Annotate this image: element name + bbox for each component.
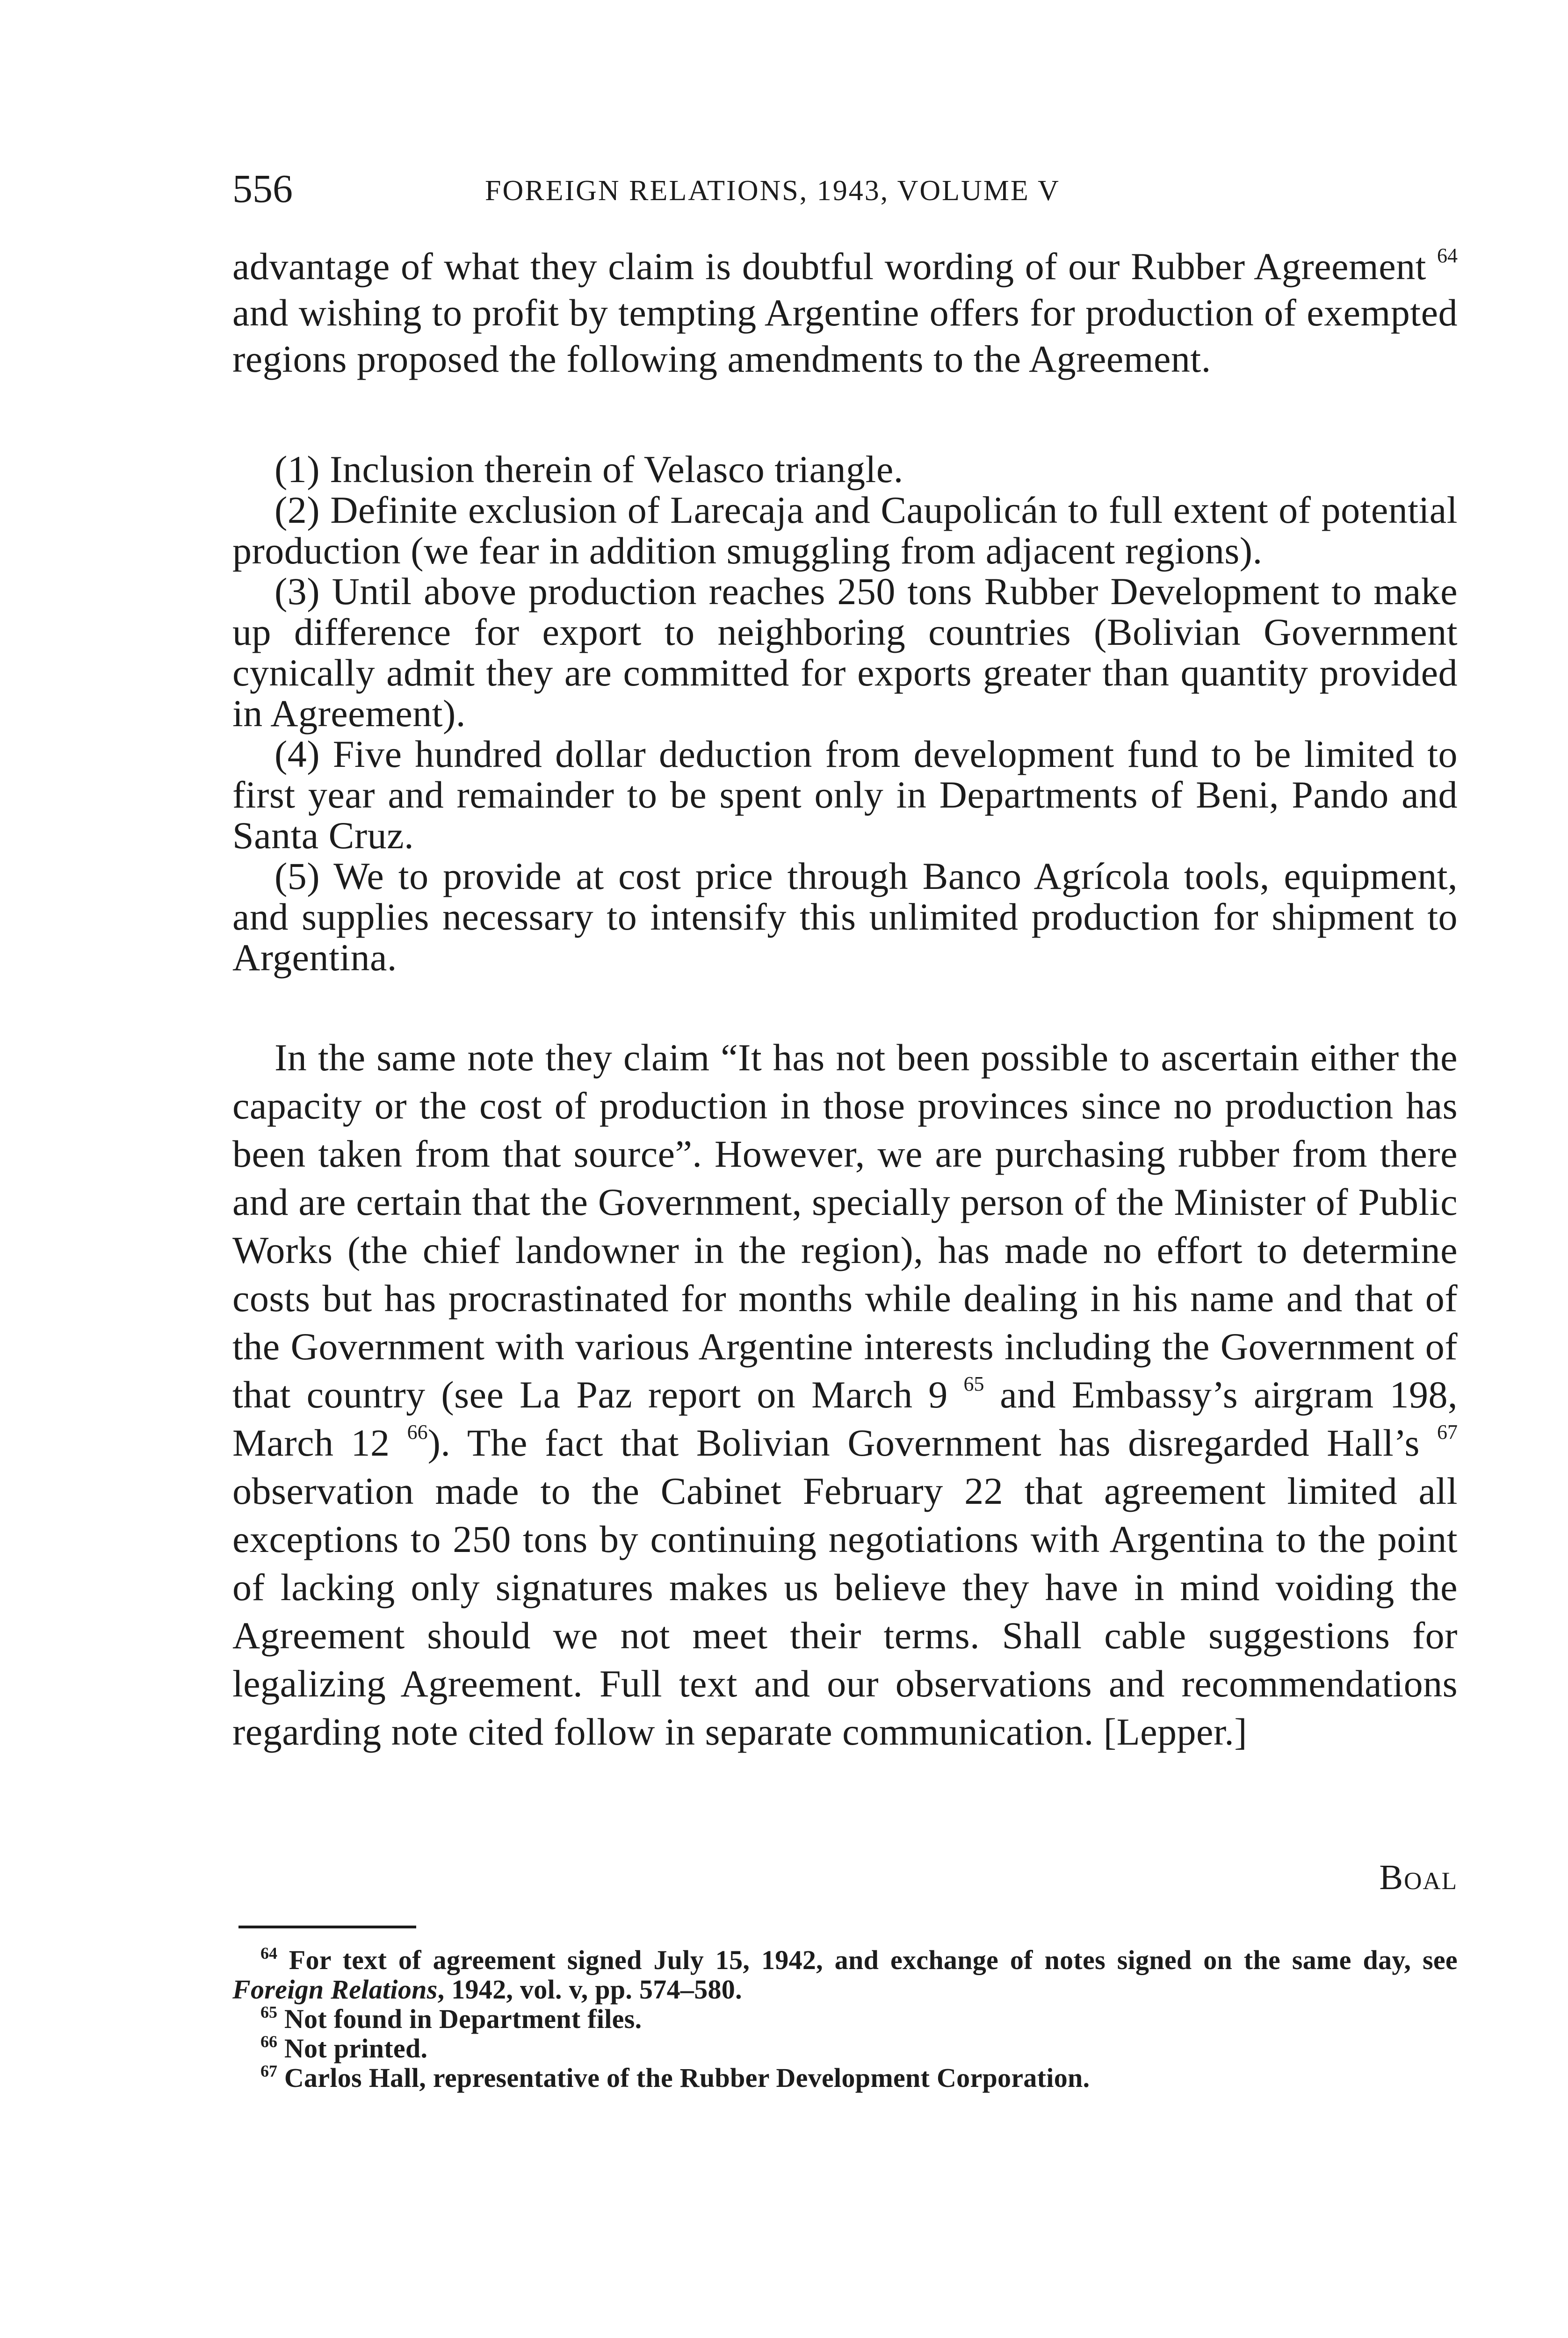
intro-paragraph — [232, 243, 1458, 382]
footnotes — [232, 1945, 1458, 2093]
footnote-ref-65: 65 — [963, 1372, 984, 1395]
amendment-item: (1) Inclusion therein of Velasco triangle. — [275, 448, 903, 491]
footnote-66: $^{66}$ Not printed. — [260, 2032, 428, 2064]
signature: Boal — [1379, 1858, 1458, 1897]
footnote-title: Foreign Relations — [232, 1974, 438, 2005]
amendment-item: (4) Five hundred dollar deduction from development fund to be limited to first year and remainder to be spent only in Departments of Beni, Pando and Santa Cruz. — [232, 733, 1458, 857]
amendments-list — [232, 449, 1458, 978]
footnote-ref-66: 66 — [407, 1421, 428, 1443]
footnote-ref-67: 67 — [1437, 1421, 1458, 1443]
running-title: FOREIGN RELATIONS, 1943, VOLUME V — [485, 175, 1060, 207]
footnote-ref-64: 64 — [1437, 244, 1458, 267]
page-number: 556 — [232, 166, 293, 211]
main-text: In the same note they claim “It has not been possible to ascertain either the capacity or the cost of production in those provinces since no production has been taken from that source”. However, we are purchasing rubber from there and are certain that the Government, specially person of the Minister of Public Works (the chief landowner in the region), has made no effort to determine costs but has procrastinated for months while dealing in his name and that of the Government with various Argentine interests including the Government of that country (see La Paz report on March 9 $^{65}$ and Embassy’s airgram 198, March 12 $^{66}$). The fact that Bolivian Government has disregarded Hall’s $^{67}$ observation made to the Cabinet February 22 that agreement limited all exceptions to 250 tons by continuing negotiations with Argentina to the point of lacking only signatures makes us believe they have in mind voiding the Agreement should we not meet their terms. Shall cable suggestions for legalizing Agreement. Full text and our observations and recommendations regarding note cited follow in separate communication. [Lepper.] — [232, 1036, 1458, 1753]
amendment-item: (2) Definite exclusion of Larecaja and Caupolicán to full extent of potential production (we fear in addition smuggling from adjacent regions). — [232, 489, 1458, 572]
amendment-item: (5) We to provide at cost price through Banco Agrícola tools, equipment, and supplies necessary to intensify this unlimited production for shipment to Argentina. — [232, 855, 1458, 979]
footnote-64: $^{64}$ For text of agreement signed July 15, 1942, and exchange of notes signed on the same day, see Foreign Relations, 1942, vol. v, pp. 574–580. — [232, 1944, 1458, 2005]
main-paragraph — [232, 1033, 1458, 1756]
amendment-item: (3) Until above production reaches 250 tons Rubber Development to make up difference for export to neighboring countries (Bolivian Government cynically admit they are committed for exports greater than quantity provided in Agreement). — [232, 570, 1458, 735]
running-head — [232, 163, 1458, 214]
footnote-65: $^{65}$ Not found in Department files. — [260, 2003, 642, 2034]
intro-text: advantage of what they claim is doubtful wording of our Rubber Agreement $^{64}$ and wishing to profit by tempting Argentine offers for production of exempted regions proposed the following amendments to the Agreement. — [232, 244, 1458, 380]
footnote-divider — [238, 1926, 416, 1928]
footnote-67: $^{67}$ Carlos Hall, representative of the Rubber Development Corporation. — [260, 2062, 1090, 2093]
